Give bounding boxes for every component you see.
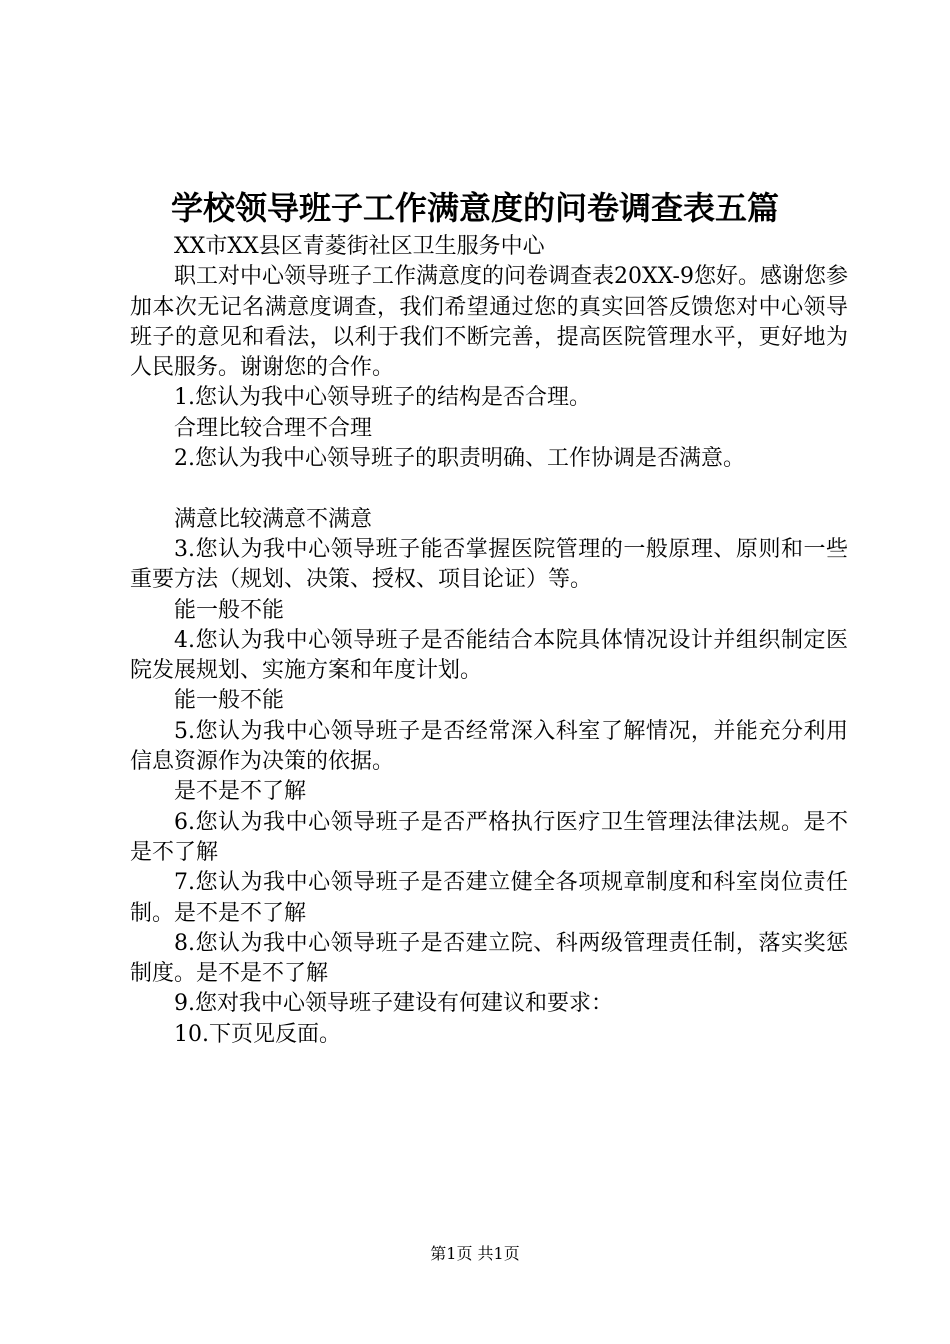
- question-6: 6.您认为我中心领导班子是否严格执行医疗卫生管理法律法规。是不是不了解: [130, 809, 848, 865]
- answer-options-1: 合理比较合理不合理: [174, 415, 373, 441]
- page-footer: 第1页 共1页: [430, 1244, 520, 1263]
- answer-options-4: 能一般不能: [174, 688, 285, 714]
- paragraph-organization: XX市XX县区青菱街社区卫生服务中心: [174, 234, 545, 259]
- blank-line: [130, 474, 848, 504]
- question-7: 7.您认为我中心领导班子是否建立健全各项规章制度和科室岗位责任制。是不是不了解: [130, 870, 848, 926]
- question-9: 9.您对我中心领导班子建设有何建议和要求：: [174, 991, 613, 1017]
- paragraph-intro: 职工对中心领导班子工作满意度的问卷调查表20XX-9您好。感谢您参加本次无记名满意度调查，我们希望通过您的真实回答反馈您对中心领导班子的意见和看法，以利于我们不断完善，提高医院管理水平，更好地为人民服务。谢谢您的合作。: [130, 264, 848, 381]
- answer-options-5: 是不是不了解: [174, 779, 307, 805]
- answer-options-3: 能一般不能: [174, 597, 285, 623]
- question-5: 5.您认为我中心领导班子是否经常深入科室了解情况，并能充分利用信息资源作为决策的依据。: [130, 718, 848, 775]
- question-1: 1.您认为我中心领导班子的结构是否合理。: [174, 385, 591, 411]
- document-title: 学校领导班子工作满意度的问卷调查表五篇: [170, 189, 779, 227]
- document-body: [130, 232, 848, 1050]
- question-10: 10.下页见反面。: [174, 1021, 341, 1047]
- question-3: 3.您认为我中心领导班子能否掌握医院管理的一般原理、原则和一些重要方法（规划、决策、授权、项目论证）等。: [130, 536, 848, 593]
- question-4: 4.您认为我中心领导班子是否能结合本院具体情况设计并组织制定医院发展规划、实施方案和年度计划。: [130, 627, 848, 684]
- question-2: 2.您认为我中心领导班子的职责明确、工作协调是否满意。: [174, 446, 745, 472]
- answer-options-2: 满意比较满意不满意: [174, 506, 373, 532]
- question-8: 8.您认为我中心领导班子是否建立院、科两级管理责任制，落实奖惩制度。是不是不了解: [130, 930, 848, 987]
